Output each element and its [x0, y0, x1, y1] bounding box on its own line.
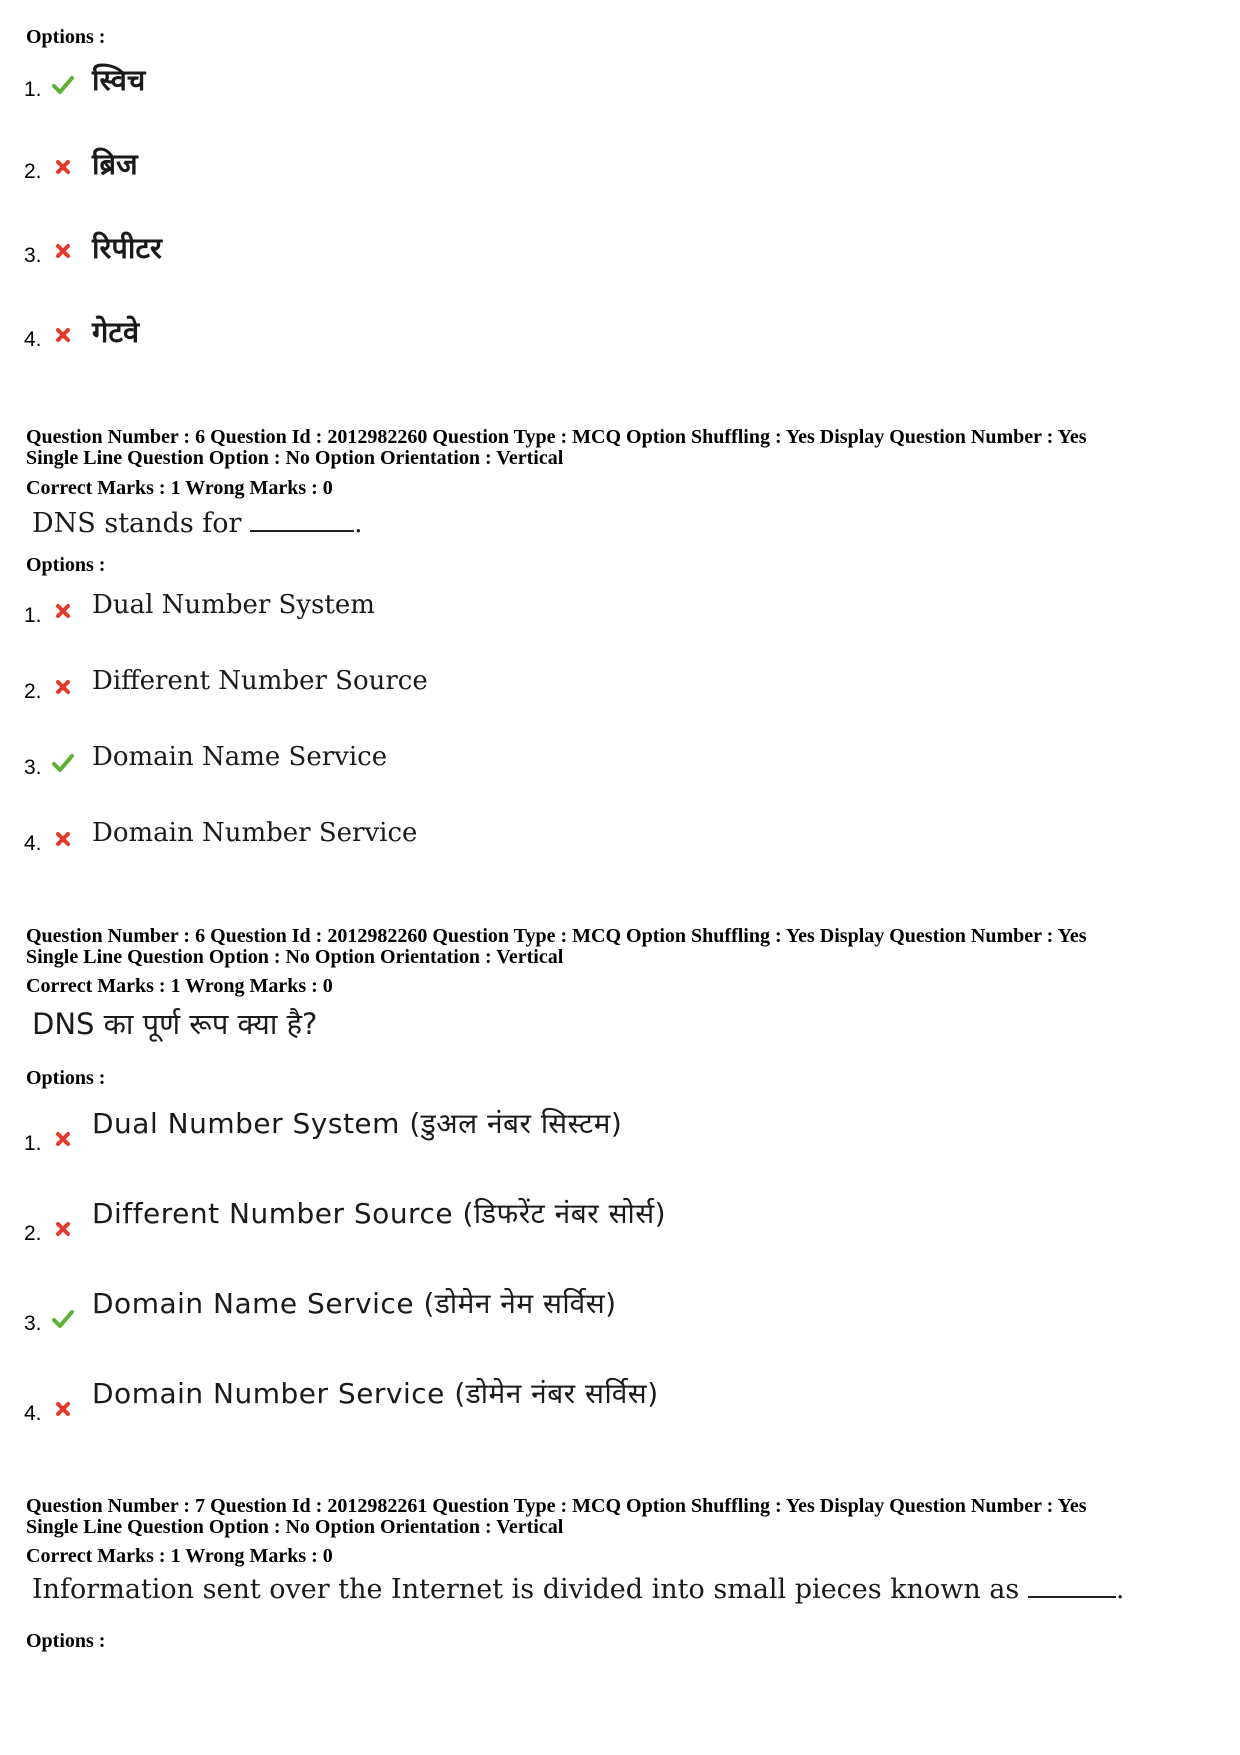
question-meta-line: Question Number : 6 Question Id : 2012982260 Question Type : MCQ Option Shuffling : Yes Display Question Number : Yes — [26, 925, 1087, 947]
question-marks: Correct Marks : 1 Wrong Marks : 0 — [26, 1545, 333, 1567]
question-text-end: . — [354, 508, 363, 539]
question-meta-line: Single Line Question Option : No Option Orientation : Vertical — [26, 946, 564, 968]
check-icon — [52, 74, 74, 96]
question-meta-line: Question Number : 7 Question Id : 2012982261 Question Type : MCQ Option Shuffling : Yes Display Question Number : Yes — [26, 1495, 1087, 1517]
check-icon — [52, 1308, 74, 1330]
option-text: Domain Number Service — [92, 818, 418, 848]
cross-icon — [52, 600, 74, 622]
question-text: DNS का पूर्ण रूप क्या है? — [32, 1007, 318, 1041]
options-label: Options : — [26, 26, 106, 48]
option-text: Domain Name Service (डोमेन नेम सर्विस) — [92, 1287, 617, 1320]
question-meta-line: Single Line Question Option : No Option Orientation : Vertical — [26, 1516, 564, 1538]
option-number: 1. — [24, 1132, 42, 1155]
cross-icon — [52, 240, 74, 262]
option-text: गेटवे — [92, 315, 140, 349]
option-number: 2. — [24, 160, 42, 183]
answer-blank — [250, 506, 354, 532]
question-text-end: . — [1115, 1574, 1125, 1605]
option-number: 2. — [24, 680, 42, 703]
option-number: 3. — [24, 756, 42, 779]
option-text: Domain Number Service (डोमेन नंबर सर्विस) — [92, 1377, 659, 1410]
option-number: 3. — [24, 244, 42, 267]
question-text — [32, 1572, 1124, 1605]
option-text: स्विच — [92, 63, 146, 97]
cross-icon — [52, 1218, 74, 1240]
question-meta-line: Single Line Question Option : No Option Orientation : Vertical — [26, 447, 564, 469]
option-text: रिपीटर — [92, 231, 162, 265]
cross-icon — [52, 828, 74, 850]
question-marks: Correct Marks : 1 Wrong Marks : 0 — [26, 975, 333, 997]
option-text: Different Number Source — [92, 666, 428, 696]
question-marks: Correct Marks : 1 Wrong Marks : 0 — [26, 477, 333, 499]
options-label: Options : — [26, 1630, 106, 1652]
option-text: ब्रिज — [92, 147, 138, 181]
cross-icon — [52, 324, 74, 346]
option-number: 1. — [24, 604, 42, 627]
option-text: Different Number Source (डिफरेंट नंबर सोर्स) — [92, 1197, 667, 1230]
option-number: 3. — [24, 1312, 42, 1335]
question-text-main: Information sent over the Internet is divided into small pieces known as — [32, 1574, 1020, 1605]
option-text: Dual Number System — [92, 590, 375, 620]
answer-blank — [1028, 1572, 1116, 1598]
cross-icon — [52, 156, 74, 178]
question-text — [32, 506, 363, 539]
options-label: Options : — [26, 554, 106, 576]
option-text: Domain Name Service — [92, 742, 388, 772]
cross-icon — [52, 676, 74, 698]
option-number: 2. — [24, 1222, 42, 1245]
option-number: 4. — [24, 832, 42, 855]
option-text: Dual Number System (डुअल नंबर सिस्टम) — [92, 1107, 623, 1140]
cross-icon — [52, 1398, 74, 1420]
options-label: Options : — [26, 1067, 106, 1089]
option-number: 4. — [24, 328, 42, 351]
cross-icon — [52, 1128, 74, 1150]
question-meta-line: Question Number : 6 Question Id : 2012982260 Question Type : MCQ Option Shuffling : Yes Display Question Number : Yes — [26, 426, 1087, 448]
check-icon — [52, 752, 74, 774]
option-number: 4. — [24, 1402, 42, 1425]
question-text-main: DNS stands for — [32, 508, 242, 539]
option-number: 1. — [24, 78, 42, 101]
